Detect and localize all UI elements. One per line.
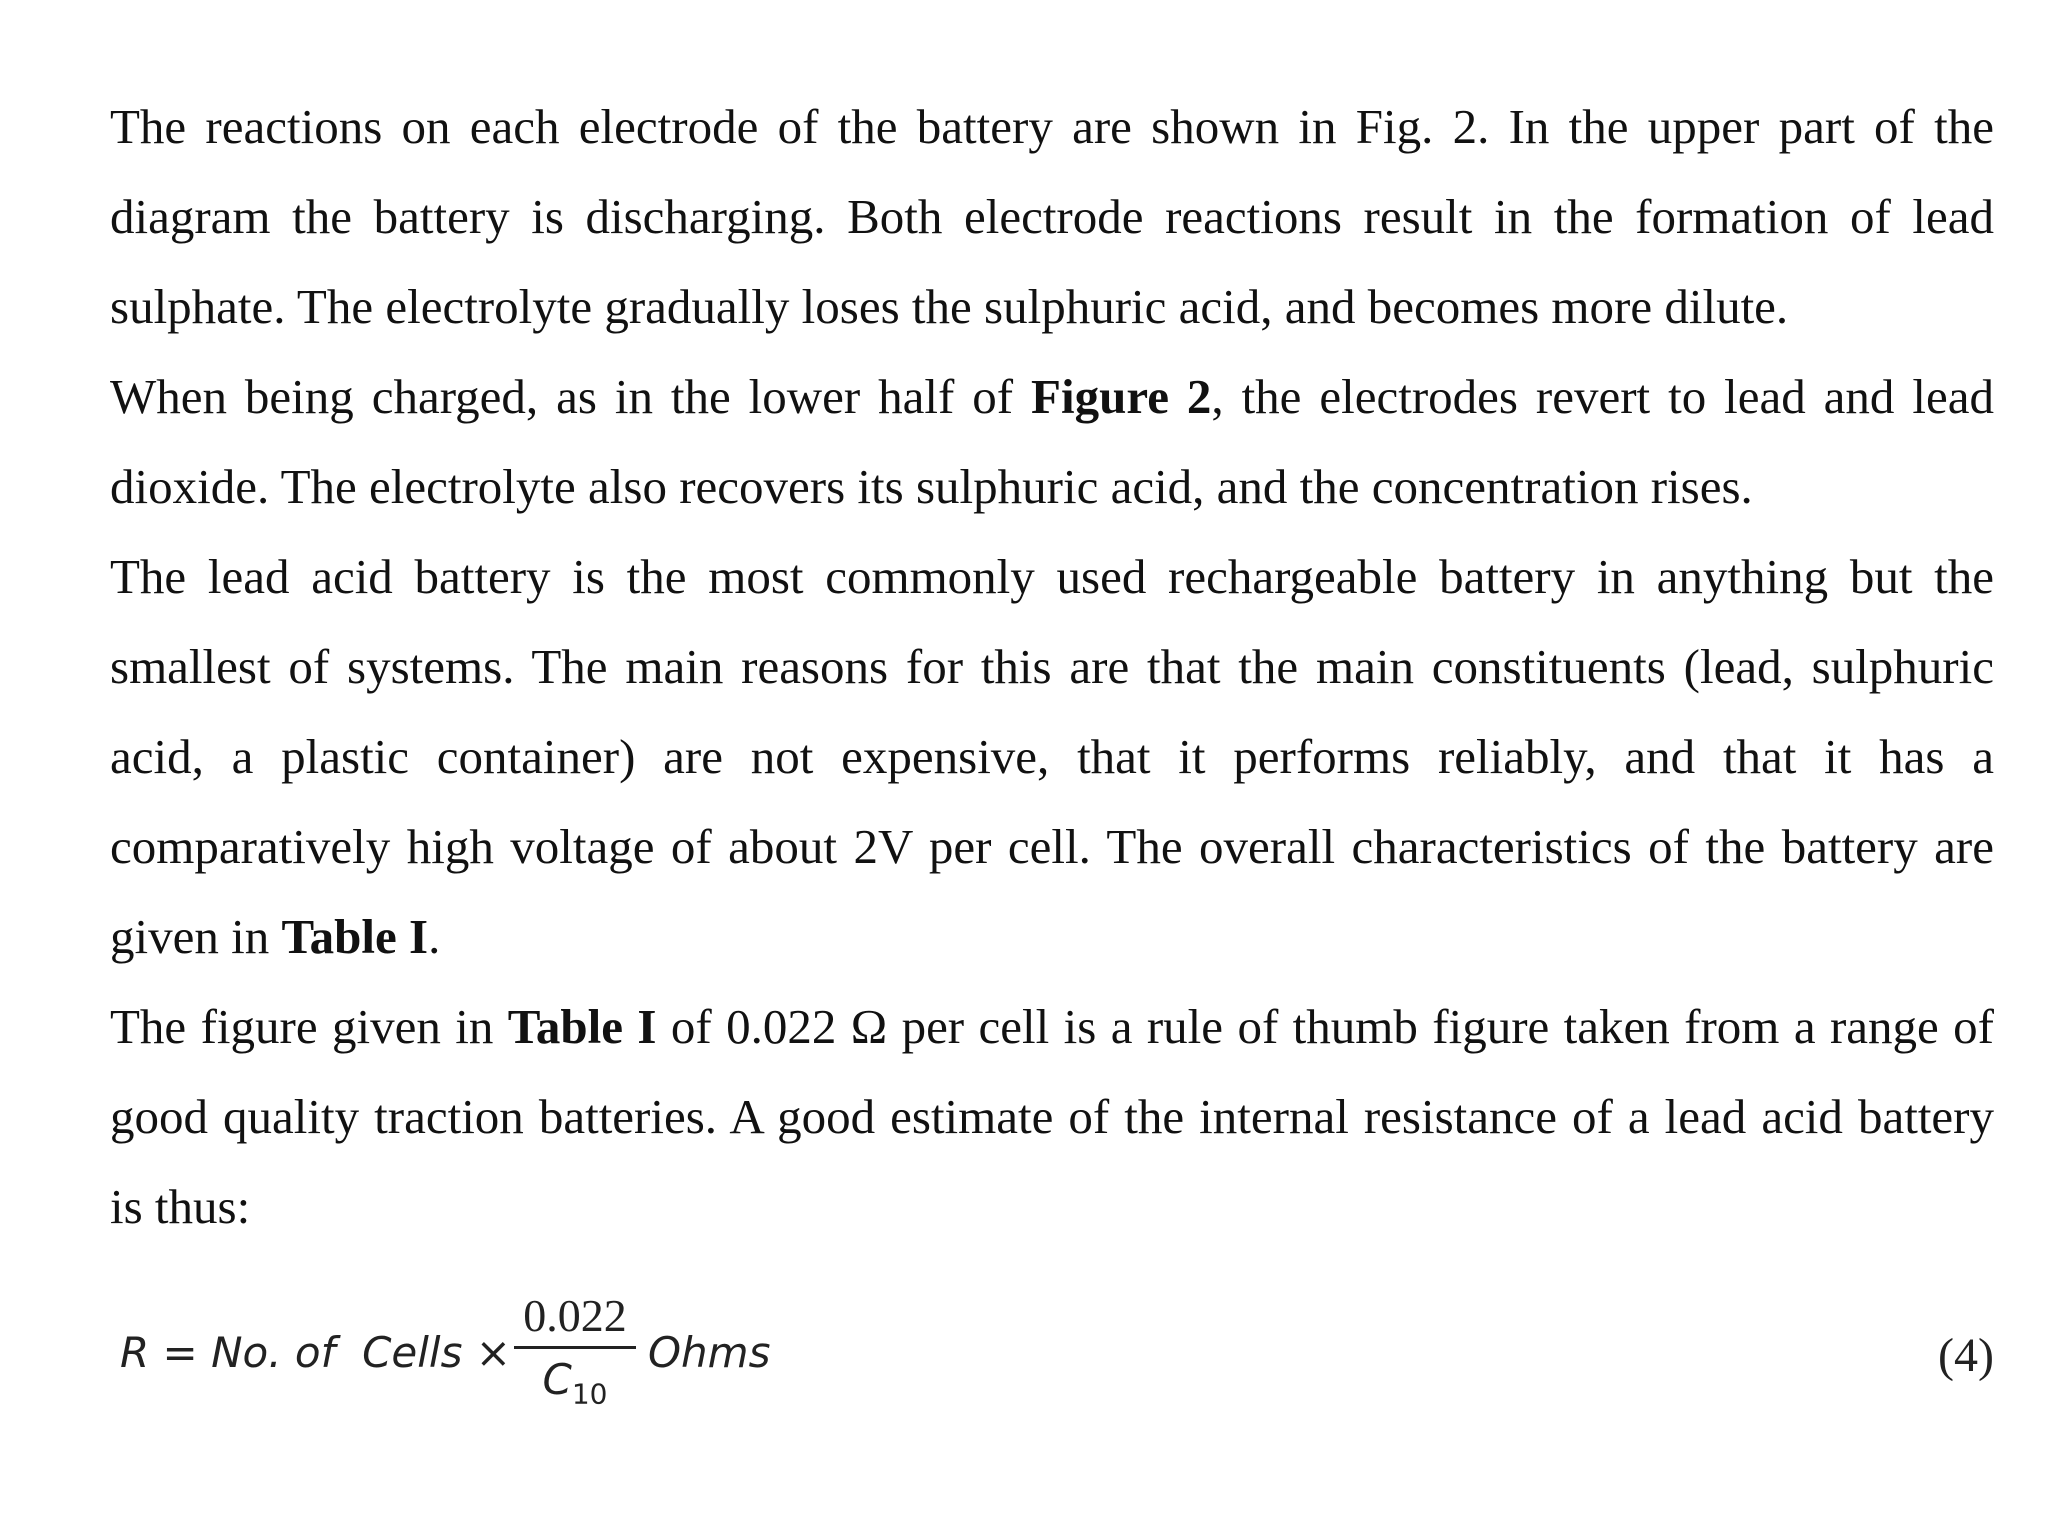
equation-fraction (510, 1288, 640, 1419)
table-reference: Table I (507, 999, 657, 1054)
equation-numerator: 0.022 (523, 1290, 627, 1341)
paragraph-charging-text-b: , the electrodes revert to lead and lead dioxide. The electrolyte also recovers its sulphuric acid, and the concentration rises. (110, 369, 1994, 514)
document-body (110, 82, 1994, 1252)
equation-lhs: R = No. of Cells × (120, 1328, 512, 1377)
paragraph-charging (110, 352, 1994, 532)
paragraph-usage-text-a: The lead acid battery is the most commonly used rechargeable battery in anything but the smallest of systems. The main reasons for this are that the main constituents (lead, sulphuric acid, a plastic container) are not expensive, that it performs reliably, and that it has a comparatively high voltage of about 2V per cell. The overall characteristics of the battery are given in (110, 549, 1994, 964)
paragraph-reactions: The reactions on each electrode of the battery are shown in Fig. 2. In the upper part of the diagram the battery is discharging. Both electrode reactions result in the formation of lead sulphate. The electrolyte gradually loses the sulphuric acid, and becomes more dilute. (110, 99, 1994, 334)
equation-denominator-symbol: C (542, 1355, 572, 1404)
paragraph-resistance-text-a: The figure given in (110, 999, 508, 1054)
equation-denominator (510, 1355, 640, 1419)
table-reference: Table I (281, 909, 429, 964)
equation-internal-resistance (120, 1288, 1994, 1438)
figure-reference: Figure 2 (1031, 369, 1212, 424)
fraction-bar (514, 1346, 636, 1349)
paragraph-resistance (110, 982, 1994, 1252)
paragraph-resistance-text-b: of 0.022 Ω per cell is a rule of thumb figure taken from a range of good quality traction batteries. A good estimate of the internal resistance of a lead acid battery is thus: (110, 999, 1994, 1234)
paragraph-usage-text-b: . (428, 909, 441, 964)
equation-number: (4) (1938, 1329, 1994, 1382)
equation-denominator-subscript: 10 (571, 1377, 608, 1411)
equation-unit: Ohms (648, 1328, 771, 1377)
paragraph-charging-text-a: When being charged, as in the lower half of (110, 369, 1032, 424)
paragraph-usage (110, 532, 1994, 982)
